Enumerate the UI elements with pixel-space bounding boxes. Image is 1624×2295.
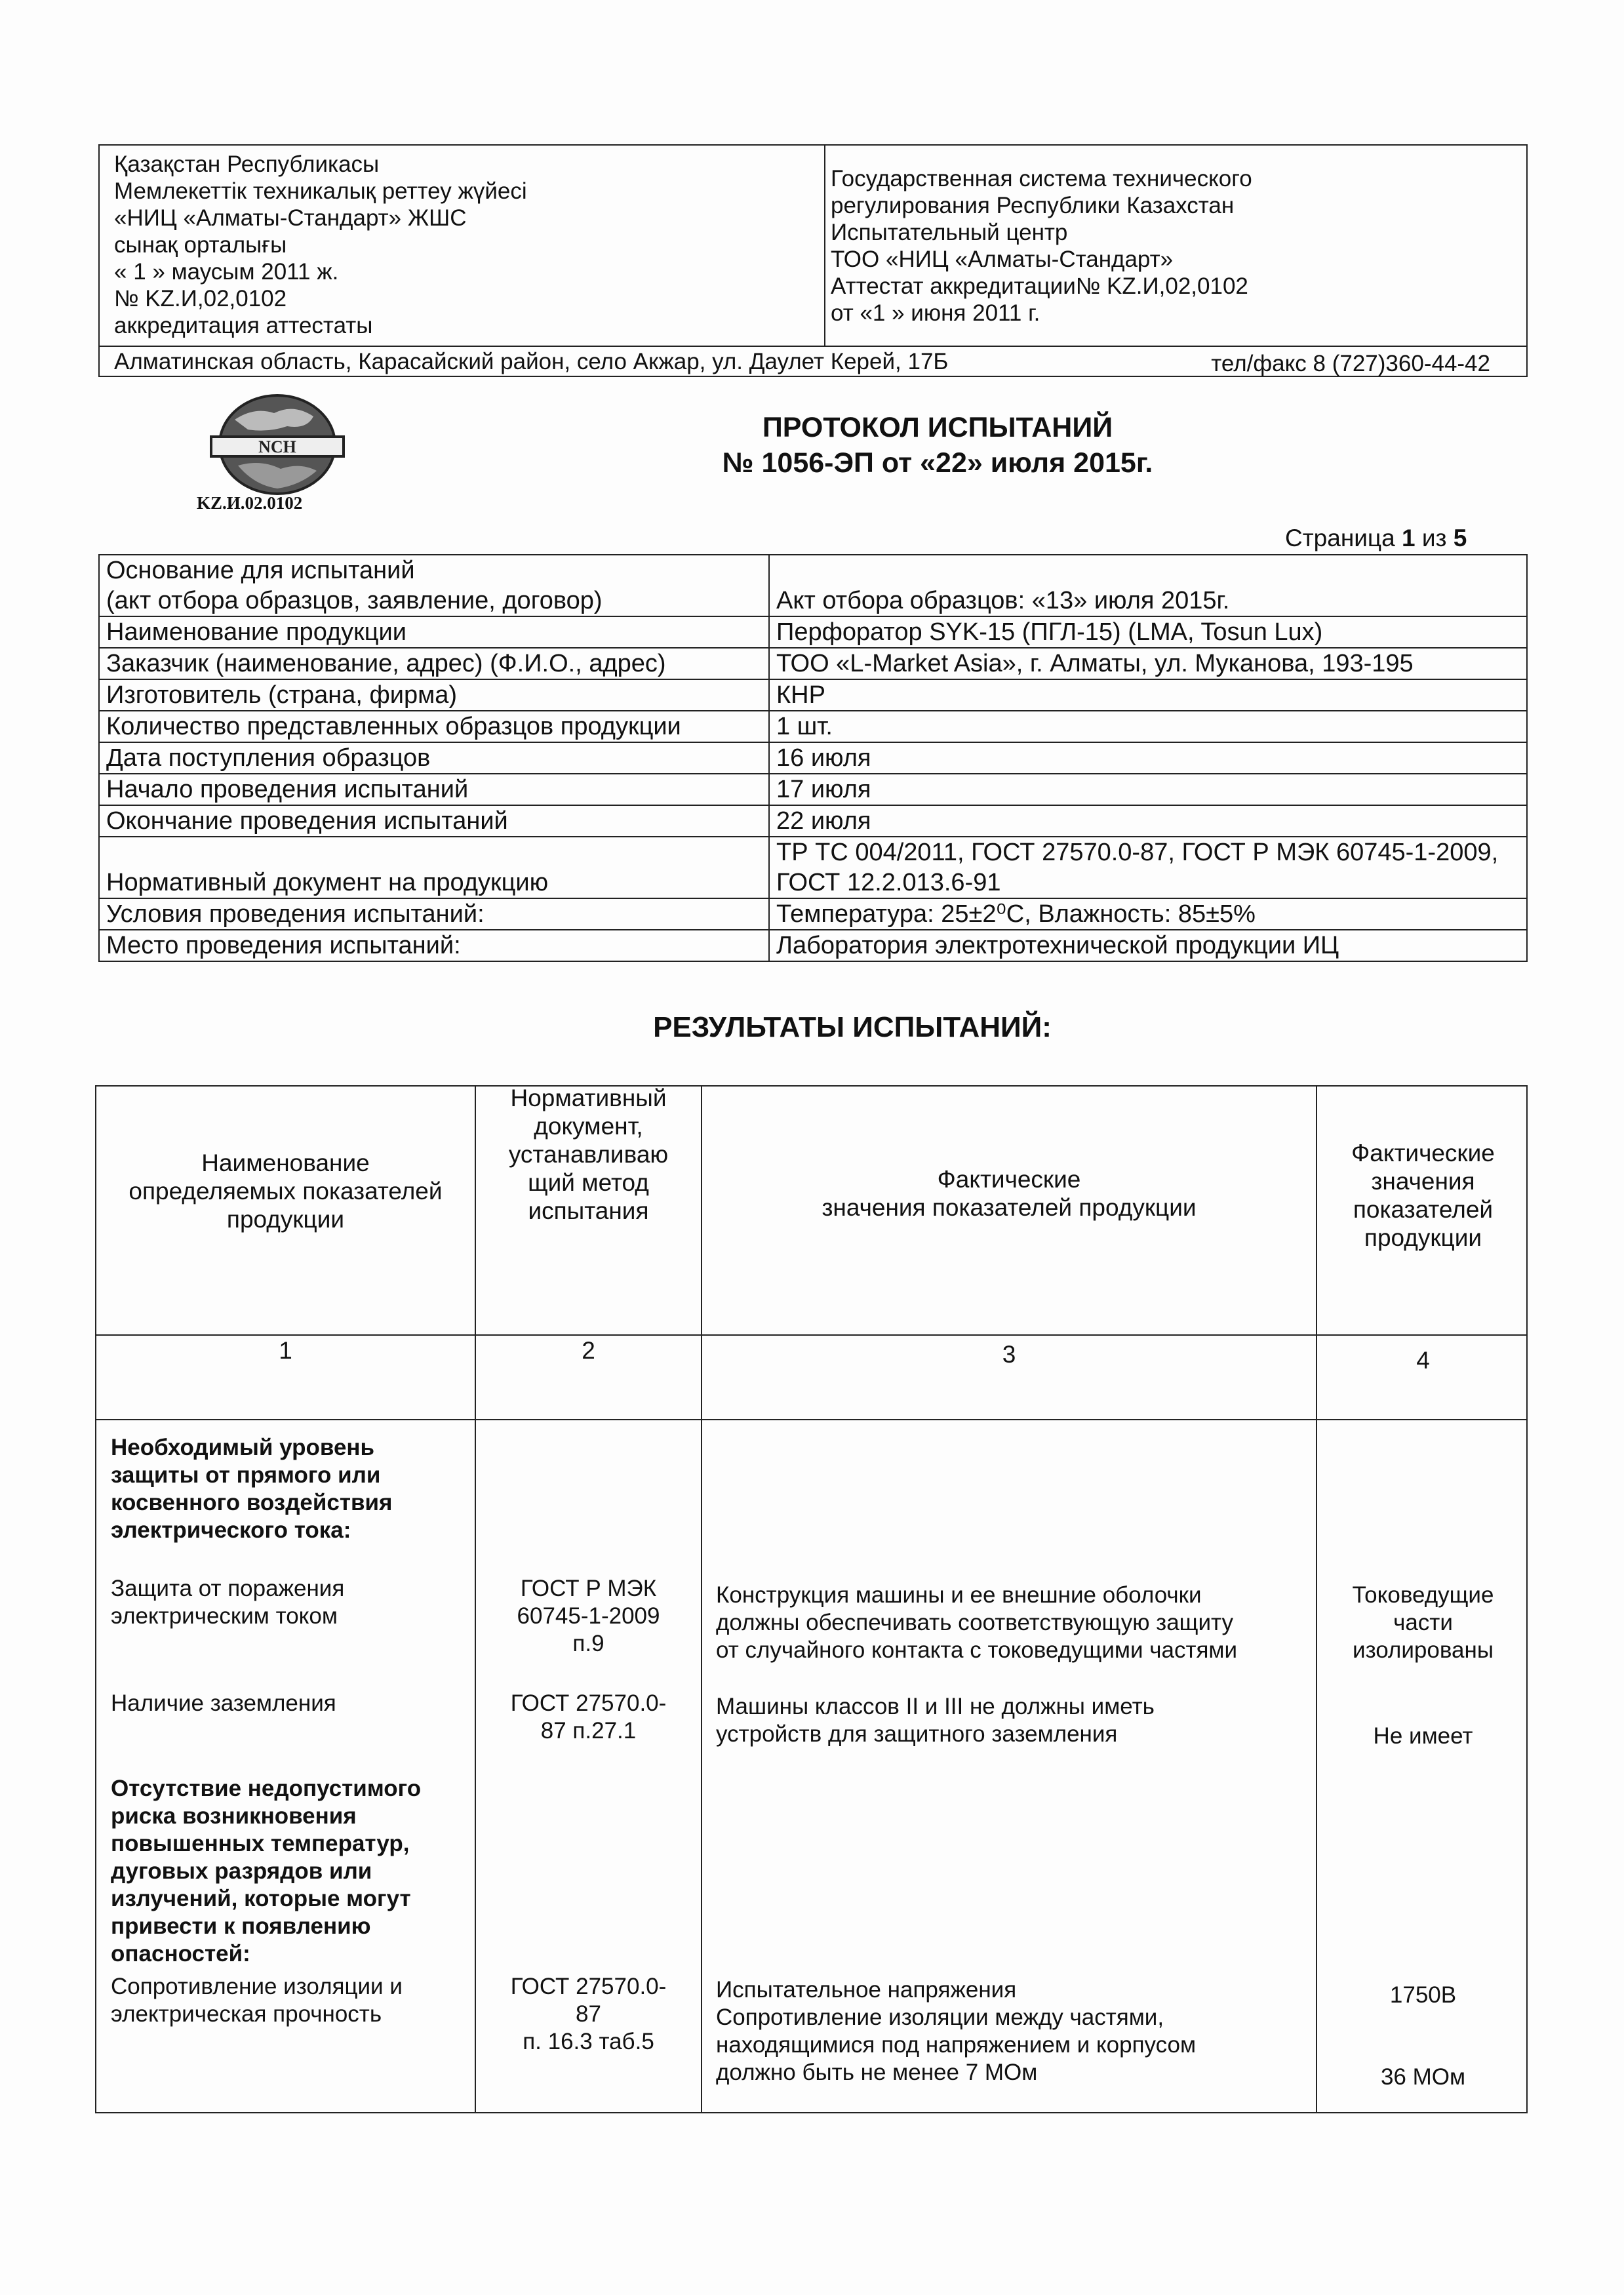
row-val-insulation-resistance: 36 МОм bbox=[1380, 2064, 1466, 2090]
row-doc-shock-protection: ГОСТ Р МЭК 60745-1-2009 п.9 bbox=[517, 1576, 660, 1656]
info-key: Условия проведения испытаний: bbox=[99, 898, 769, 930]
info-value: ТОО «L-Market Asia», г. Алматы, ул. Муканова, 193-195 bbox=[769, 648, 1527, 679]
row-doc-grounding: ГОСТ 27570.0- 87 п.27.1 bbox=[510, 1690, 667, 1744]
info-key: Заказчик (наименование, адрес) (Ф.И.О., адрес) bbox=[99, 648, 769, 679]
row-name-grounding: Наличие заземления bbox=[111, 1690, 336, 1716]
info-value: 22 июля bbox=[769, 805, 1527, 837]
row-req-shock-protection: Конструкция машины и ее внешние оболочки должны обеспечивать соответствующую защиту от случайного контакта с токоведущими частями bbox=[716, 1582, 1238, 1663]
column-number-2: 2 bbox=[582, 1337, 595, 1364]
results-title: РЕЗУЛЬТАТЫ ИСПЫТАНИЙ: bbox=[653, 1011, 1052, 1043]
info-row bbox=[99, 555, 1527, 616]
header-actual-values-4: Фактические значения показателей продукции bbox=[1351, 1140, 1495, 1251]
info-value: Акт отбора образцов: «13» июля 2015г. bbox=[769, 555, 1527, 616]
info-row bbox=[99, 837, 1527, 898]
info-key: Дата поступления образцов bbox=[99, 742, 769, 774]
info-key: Наименование продукции bbox=[99, 616, 769, 648]
column-number-3: 3 bbox=[1002, 1341, 1016, 1368]
test-info-table bbox=[98, 554, 1528, 962]
info-value: 1 шт. bbox=[769, 711, 1527, 742]
row-req-grounding: Машины классов II и III не должны иметь устройств для защитного заземления bbox=[716, 1694, 1155, 1747]
protocol-number: № 1056-ЭП от «22» июля 2015г. bbox=[722, 447, 1153, 479]
info-key: Нормативный документ на продукцию bbox=[99, 837, 769, 898]
info-key: Место проведения испытаний: bbox=[99, 930, 769, 961]
column-number-1: 1 bbox=[279, 1337, 292, 1364]
info-row bbox=[99, 805, 1527, 837]
info-value: Лаборатория электротехнической продукции ИЦ bbox=[769, 930, 1527, 961]
row-name-insulation: Сопротивление изоляции и электрическая прочность bbox=[111, 1974, 403, 2027]
row-req-insulation: Испытательное напряжения Сопротивление изоляции между частями, находящимися под напряжением и корпусом должно быть не менее 7 МОм bbox=[716, 1977, 1197, 2085]
info-value: ТР ТС 004/2011, ГОСТ 27570.0-87, ГОСТ Р МЭК 60745-1-2009, ГОСТ 12.2.013.6-91 bbox=[769, 837, 1527, 898]
row-val-grounding: Не имеет bbox=[1373, 1723, 1473, 1749]
info-key: Изготовитель (страна, фирма) bbox=[99, 679, 769, 711]
info-value: 17 июля bbox=[769, 774, 1527, 805]
info-row bbox=[99, 742, 1527, 774]
header-normative-doc: Нормативный документ, устанавливаю щий метод испытания bbox=[508, 1085, 669, 1224]
header-actual-values-3: Фактические значения показателей продукции bbox=[822, 1166, 1197, 1221]
row-doc-insulation: ГОСТ 27570.0- 87 п. 16.3 таб.5 bbox=[510, 1974, 667, 2054]
header-phone: тел/факс 8 (727)360-44-42 bbox=[1211, 351, 1490, 376]
info-row bbox=[99, 898, 1527, 930]
column-number-4: 4 bbox=[1416, 1347, 1430, 1374]
results-table bbox=[95, 1085, 1528, 2113]
svg-text:NCH: NCH bbox=[258, 437, 296, 456]
row-val-shock-protection: Токоведущие части изолированы bbox=[1352, 1582, 1494, 1663]
info-key: Количество представленных образцов продукции bbox=[99, 711, 769, 742]
section-electric-protection: Необходимый уровень защиты от прямого или косвенного воздействия электрического тока: bbox=[111, 1435, 393, 1543]
info-row bbox=[99, 679, 1527, 711]
info-value: КНР bbox=[769, 679, 1527, 711]
info-row bbox=[99, 774, 1527, 805]
info-row bbox=[99, 648, 1527, 679]
header-address: Алматинская область, Карасайский район, село Акжар, ул. Даулет Керей, 17Б bbox=[114, 349, 949, 374]
logo-accreditation-number: KZ.И.02.0102 bbox=[197, 493, 303, 513]
info-key: Начало проведения испытаний bbox=[99, 774, 769, 805]
section-temperature-risk: Отсутствие недопустимого риска возникновения повышенных температур, дуговых разрядов или излучений, которые могут привести к появлению опасностей: bbox=[111, 1776, 422, 1966]
header-right-russian: Государственная система технического регулирования Республики Казахстан Испытательный центр ТОО «НИЦ «Алматы-Стандарт» Аттестат аккредитации№ KZ.И,02,0102 от «1 » июня 2011 г. bbox=[831, 166, 1252, 326]
header-indicator-name: Наименование определяемых показателей продукции bbox=[129, 1149, 443, 1233]
info-value: Температура: 25±2⁰С, Влажность: 85±5% bbox=[769, 898, 1527, 930]
header-box bbox=[98, 144, 1528, 377]
page-indicator: Страница 1 из 5 bbox=[1285, 525, 1467, 551]
info-row bbox=[99, 930, 1527, 961]
info-key: Основание для испытаний (акт отбора образцов, заявление, договор) bbox=[99, 555, 769, 616]
row-name-shock-protection: Защита от поражения электрическим током bbox=[111, 1576, 345, 1629]
info-row bbox=[99, 616, 1527, 648]
info-value: 16 июля bbox=[769, 742, 1527, 774]
protocol-title: ПРОТОКОЛ ИСПЫТАНИЙ bbox=[762, 412, 1113, 443]
info-row bbox=[99, 711, 1527, 742]
info-key: Окончание проведения испытаний bbox=[99, 805, 769, 837]
info-value: Перфоратор SYK-15 (ПГЛ-15) (LMA, Tosun Lux) bbox=[769, 616, 1527, 648]
header-left-kazakh: Қазақстан Республикасы Мемлекеттік техникалық реттеу жүйесі «НИЦ «Алматы-Стандарт» ЖШС сынақ орталығы « 1 » маусым 2011 ж. № KZ.И,02,0102 аккредитация аттестаты bbox=[114, 151, 527, 338]
globe-logo-icon bbox=[208, 393, 346, 498]
row-val-insulation-voltage: 1750В bbox=[1389, 1982, 1457, 2008]
